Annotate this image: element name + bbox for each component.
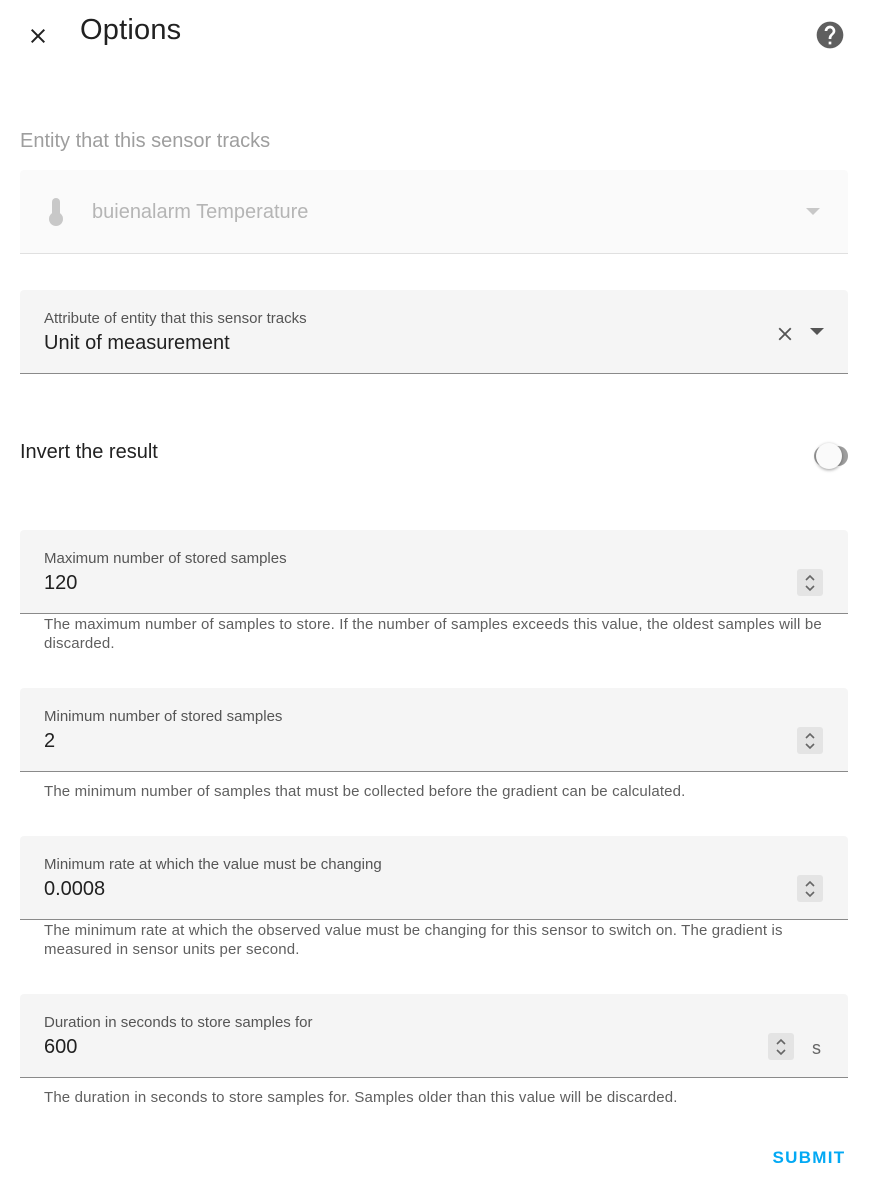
invert-row bbox=[20, 436, 848, 472]
dialog-header bbox=[0, 0, 872, 70]
max-samples-field[interactable] bbox=[20, 530, 848, 614]
sample-duration-label: Duration in seconds to store samples for bbox=[44, 1014, 313, 1031]
up-down-arrows-icon bbox=[804, 879, 816, 899]
max-samples-label: Maximum number of stored samples bbox=[44, 550, 287, 567]
up-down-arrows-icon bbox=[775, 1037, 787, 1057]
entity-picker bbox=[20, 170, 848, 254]
thermometer-icon bbox=[46, 197, 66, 227]
number-spinner[interactable] bbox=[797, 727, 823, 754]
min-gradient-field[interactable] bbox=[20, 836, 848, 920]
number-spinner[interactable] bbox=[797, 875, 823, 902]
invert-toggle[interactable] bbox=[794, 440, 848, 468]
invert-label: Invert the result bbox=[20, 441, 158, 463]
up-down-arrows-icon bbox=[804, 573, 816, 593]
sample-duration-field[interactable] bbox=[20, 994, 848, 1078]
number-spinner[interactable] bbox=[797, 569, 823, 596]
min-samples-label: Minimum number of stored samples bbox=[44, 708, 283, 725]
close-icon bbox=[26, 24, 50, 48]
min-gradient-label: Minimum rate at which the value must be changing bbox=[44, 856, 382, 873]
clear-icon[interactable] bbox=[774, 323, 796, 345]
max-samples-helper: The maximum number of samples to store. If the number of samples exceeds this value, the oldest samples will be discarded. bbox=[44, 616, 822, 652]
close-button[interactable] bbox=[18, 16, 58, 56]
help-button[interactable] bbox=[810, 15, 850, 55]
min-samples-value[interactable]: 2 bbox=[44, 730, 56, 752]
attribute-picker[interactable] bbox=[20, 290, 848, 374]
sample-duration-helper: The duration in seconds to store samples for. Samples older than this value will be discarded. bbox=[44, 1089, 678, 1106]
entity-value: buienalarm Temperature bbox=[92, 201, 309, 223]
unit-suffix: s bbox=[812, 1038, 821, 1058]
chevron-down-icon[interactable] bbox=[810, 328, 824, 336]
help-circle-icon bbox=[814, 19, 846, 51]
attribute-value[interactable]: Unit of measurement bbox=[44, 332, 230, 354]
entity-section-label: Entity that this sensor tracks bbox=[20, 130, 271, 152]
chevron-down-icon bbox=[806, 208, 820, 216]
min-samples-field[interactable] bbox=[20, 688, 848, 772]
up-down-arrows-icon bbox=[804, 731, 816, 751]
number-spinner[interactable] bbox=[768, 1033, 794, 1060]
min-gradient-helper: The minimum rate at which the observed value must be changing for this sensor to switch on. The gradient is measured in sensor units per second. bbox=[44, 922, 783, 958]
sample-duration-value[interactable]: 600 bbox=[44, 1036, 78, 1058]
max-samples-value[interactable]: 120 bbox=[44, 572, 78, 594]
min-samples-helper: The minimum number of samples that must be collected before the gradient can be calculated. bbox=[44, 783, 686, 800]
dialog-title: Options bbox=[80, 14, 182, 46]
submit-button[interactable]: SUBMIT bbox=[772, 1148, 846, 1167]
toggle-thumb bbox=[816, 443, 842, 469]
min-gradient-value[interactable]: 0.0008 bbox=[44, 878, 106, 900]
attribute-label: Attribute of entity that this sensor tracks bbox=[44, 310, 307, 327]
